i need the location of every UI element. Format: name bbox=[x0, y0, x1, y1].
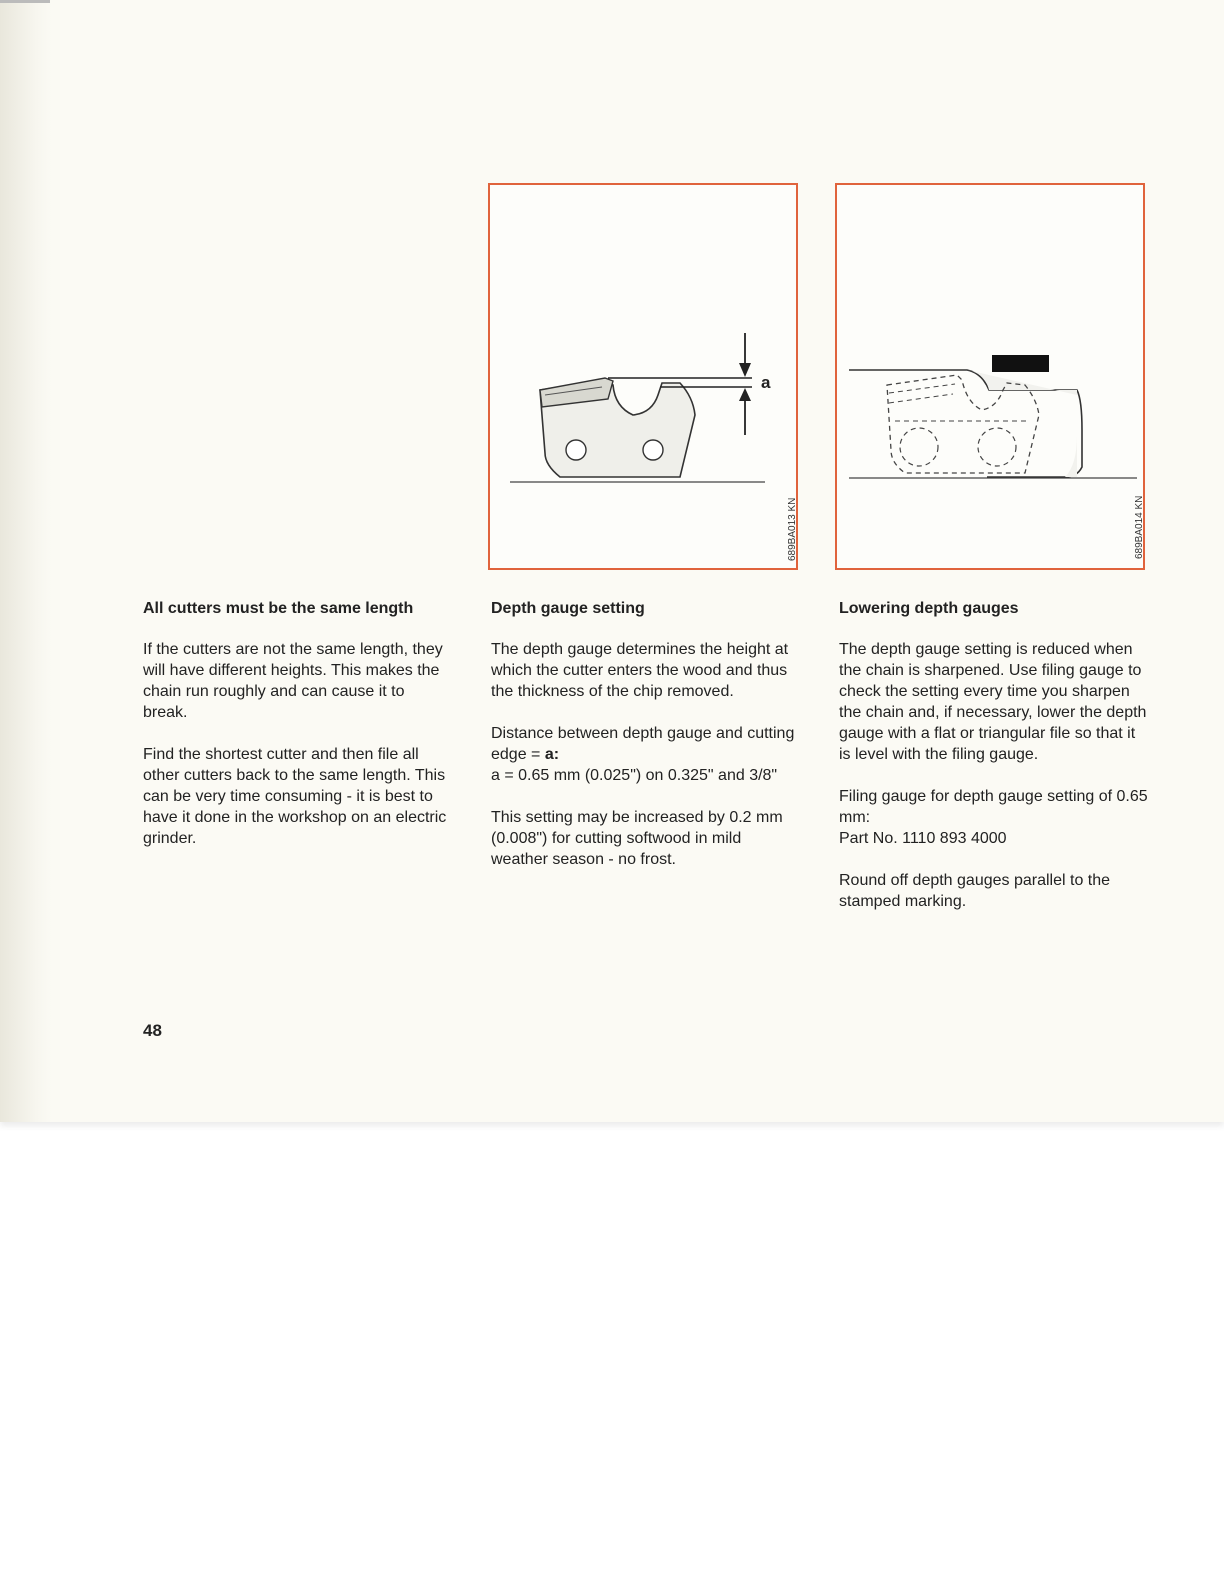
paragraph: The depth gauge setting is reduced when the chain is sharpened. Use filing gauge to check the setting every time you sharpen the chain and, if necessary, lower the depth gauge with a flat or triangular file so that it is level with the filing gauge. bbox=[839, 641, 1147, 763]
lowering-diagram bbox=[837, 185, 1143, 568]
page-corner-mark bbox=[0, 0, 50, 3]
dashed-plate-line bbox=[889, 384, 955, 393]
depth-gauge-diagram bbox=[490, 185, 796, 568]
section-heading: Lowering depth gauges bbox=[839, 600, 1019, 617]
text-column-depth-gauge-setting bbox=[491, 598, 801, 891]
part-number: Part No. 1110 893 4000 bbox=[839, 830, 1007, 847]
paragraph: Round off depth gauges parallel to the stamped marking. bbox=[839, 872, 1111, 910]
paragraph: The depth gauge determines the height at which the cutter enters the wood and thus the thickness of the chip removed. bbox=[491, 641, 789, 700]
page-binding-edge bbox=[0, 0, 52, 1122]
paragraph: Find the shortest cutter and then file all other cutters back to the same length. This can be very time consuming - it is best to have it done in the workshop on an electric grinder. bbox=[143, 746, 447, 847]
dimension-label-a: a bbox=[761, 373, 771, 392]
distance-paragraph bbox=[491, 723, 801, 786]
paragraph: Filing gauge for depth gauge setting of 0.65 mm: bbox=[839, 788, 1148, 826]
filing-gauge-fill bbox=[967, 370, 1077, 477]
dashed-rivet bbox=[978, 428, 1016, 466]
arrow-up-head bbox=[739, 388, 751, 401]
page-number: 48 bbox=[143, 1021, 162, 1040]
rivet-hole bbox=[566, 440, 586, 460]
figure-code: 689BA014 KN bbox=[1134, 495, 1145, 559]
paragraph: If the cutters are not the same length, they will have different heights. This makes the chain run roughly and can cause it to break. bbox=[143, 641, 443, 721]
lowering-depth-gauge-figure bbox=[835, 183, 1145, 570]
figure-code: 689BA013 KN bbox=[787, 497, 798, 561]
distance-text: Distance between depth gauge and cutting edge = bbox=[491, 725, 795, 763]
section-heading: All cutters must be the same length bbox=[143, 600, 414, 617]
filing-gauge-outline bbox=[849, 370, 1082, 477]
file-bar bbox=[992, 355, 1049, 372]
text-column-lowering-depth-gauges bbox=[839, 598, 1149, 933]
arrow-down-head bbox=[739, 363, 751, 377]
dashed-rivet bbox=[900, 428, 938, 466]
distance-symbol: a: bbox=[544, 746, 560, 763]
paragraph: This setting may be increased by 0.2 mm (0.008") for cutting softwood in mild weather season - no frost. bbox=[491, 809, 783, 868]
rivet-hole bbox=[643, 440, 663, 460]
text-column-cutter-length bbox=[143, 598, 453, 870]
depth-gauge-figure bbox=[488, 183, 798, 570]
distance-value: a = 0.65 mm (0.025") on 0.325" and 3/8" bbox=[491, 767, 778, 784]
dashed-plate-line bbox=[889, 394, 953, 403]
section-heading: Depth gauge setting bbox=[491, 600, 645, 617]
